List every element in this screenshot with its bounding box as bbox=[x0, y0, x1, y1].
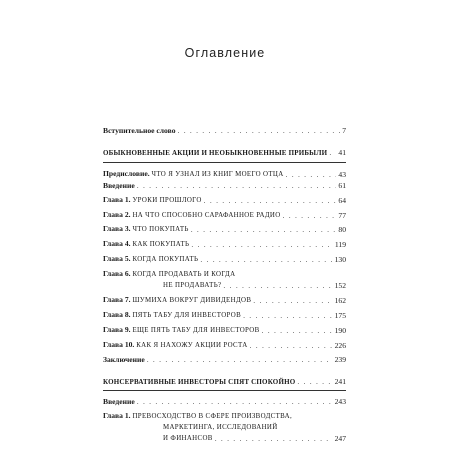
toc-entry-label: Глава 8. bbox=[103, 309, 131, 319]
toc-entry-title: КОГДА ПРОДАВАТЬ И КОГДА bbox=[132, 271, 236, 279]
toc-entry-label: Глава 5. bbox=[103, 254, 131, 264]
toc-entry-label: Предисловие. bbox=[103, 168, 150, 178]
toc-entry-title-continued: МАРКЕТИНГА, ИССЛЕДОВАНИЙ bbox=[163, 424, 278, 432]
toc-entry-preface[interactable] bbox=[103, 169, 346, 181]
dot-leader bbox=[204, 196, 337, 207]
dot-leader bbox=[223, 281, 332, 292]
toc-entry-label: Глава 7. bbox=[103, 294, 131, 304]
table-of-contents bbox=[103, 126, 346, 445]
toc-page-number: 175 bbox=[334, 310, 346, 320]
toc-entry-title: ПРЕВОСХОДСТВО В СФЕРЕ ПРОИЗВОДСТВА, bbox=[132, 413, 293, 421]
toc-page-number: 130 bbox=[334, 255, 346, 265]
toc-entry-label: Введение bbox=[103, 180, 135, 190]
toc-entry-title: НА ЧТО СПОСОБНО САРАФАННОЕ РАДИО bbox=[132, 211, 281, 219]
toc-entry-label: Глава 3. bbox=[103, 224, 131, 234]
toc-page-number: 243 bbox=[334, 397, 346, 407]
toc-page-number: 41 bbox=[338, 147, 346, 157]
toc-entry-title-continued: НЕ ПРОДАВАТЬ? bbox=[163, 282, 222, 290]
dot-leader bbox=[200, 255, 332, 266]
toc-entry-title: КОГДА ПОКУПАТЬ bbox=[132, 256, 199, 264]
section-divider bbox=[103, 390, 346, 391]
toc-page-number: 226 bbox=[334, 340, 346, 350]
toc-page-number: 77 bbox=[338, 210, 346, 220]
toc-entry-label: Вступительное слово bbox=[103, 126, 176, 135]
dot-leader bbox=[147, 355, 333, 366]
dot-leader bbox=[286, 170, 337, 181]
dot-leader bbox=[250, 341, 333, 352]
toc-entry-intro[interactable] bbox=[103, 126, 346, 137]
toc-entry-chapter[interactable] bbox=[103, 239, 346, 251]
toc-entry-chapter[interactable] bbox=[103, 295, 346, 307]
toc-entry-chapter[interactable] bbox=[103, 195, 346, 207]
toc-entry-title: ПЯТЬ ТАБУ ДЛЯ ИНВЕСТОРОВ bbox=[132, 311, 242, 319]
toc-entry-chapter[interactable] bbox=[103, 210, 346, 222]
toc-part-2[interactable] bbox=[103, 377, 346, 388]
toc-entry-title: ШУМИХА ВОКРУГ ДИВИДЕНДОВ bbox=[132, 296, 252, 304]
part-title: ОБЫКНОВЕННЫЕ АКЦИИ И НЕОБЫКНОВЕННЫЕ ПРИБЫЛИ bbox=[103, 148, 328, 157]
toc-entry-label: Глава 9. bbox=[103, 324, 131, 334]
dot-leader bbox=[243, 311, 333, 322]
page-title: Оглавление bbox=[184, 46, 266, 60]
toc-entry-label: Глава 2. bbox=[103, 209, 131, 219]
toc-entry-chapter[interactable] bbox=[103, 254, 346, 266]
section-divider bbox=[103, 162, 346, 163]
toc-entry-label: Глава 6. bbox=[103, 269, 131, 279]
toc-entry-title: ЧТО Я УЗНАЛ ИЗ КНИГ МОЕГО ОТЦА bbox=[151, 170, 284, 178]
dot-leader bbox=[215, 434, 333, 445]
toc-page-number: 7 bbox=[342, 126, 346, 135]
toc-entry-introduction[interactable] bbox=[103, 181, 346, 192]
toc-entry-chapter[interactable] bbox=[103, 325, 346, 337]
toc-entry-chapter[interactable] bbox=[103, 411, 346, 445]
dot-leader bbox=[137, 181, 337, 192]
toc-page-number: 119 bbox=[334, 240, 346, 250]
toc-entry-title: КАК ПОКУПАТЬ bbox=[132, 241, 190, 249]
toc-entry-label: Глава 1. bbox=[103, 411, 131, 421]
toc-entry-label: Введение bbox=[103, 397, 135, 407]
toc-page-number: 64 bbox=[338, 195, 346, 205]
toc-entry-chapter[interactable] bbox=[103, 224, 346, 236]
dot-leader bbox=[297, 377, 332, 388]
toc-entry-title: ЕЩЕ ПЯТЬ ТАБУ ДЛЯ ИНВЕСТОРОВ bbox=[132, 326, 260, 334]
part-title: КОНСЕРВАТИВНЫЕ ИНВЕСТОРЫ СПЯТ СПОКОЙНО bbox=[103, 377, 296, 386]
toc-page-number: 80 bbox=[338, 225, 346, 235]
toc-entry-title: УРОКИ ПРОШЛОГО bbox=[132, 196, 202, 204]
toc-page-number: 190 bbox=[334, 325, 346, 335]
toc-page-number: 43 bbox=[338, 169, 346, 179]
dot-leader bbox=[178, 126, 341, 137]
toc-entry-label: Глава 4. bbox=[103, 239, 131, 249]
toc-entry-introduction[interactable] bbox=[103, 397, 346, 408]
toc-entry-chapter[interactable] bbox=[103, 269, 346, 292]
toc-page-number: 241 bbox=[334, 376, 346, 386]
dot-leader bbox=[191, 225, 337, 236]
toc-entry-conclusion[interactable] bbox=[103, 355, 346, 366]
toc-page-number: 152 bbox=[334, 281, 346, 291]
dot-leader bbox=[262, 326, 333, 337]
toc-entry-chapter[interactable] bbox=[103, 340, 346, 352]
toc-entry-title-continued: И ФИНАНСОВ bbox=[163, 435, 213, 443]
toc-entry-title: КАК Я НАХОЖУ АКЦИИ РОСТА bbox=[136, 341, 248, 349]
toc-page-number: 162 bbox=[334, 295, 346, 305]
toc-entry-label: Глава 1. bbox=[103, 194, 131, 204]
toc-entry-label: Заключение bbox=[103, 354, 145, 364]
toc-entry-label: Глава 10. bbox=[103, 339, 135, 349]
dot-leader bbox=[253, 296, 332, 307]
dot-leader bbox=[283, 211, 337, 222]
toc-entry-title: ЧТО ПОКУПАТЬ bbox=[132, 226, 189, 234]
dot-leader bbox=[137, 397, 333, 408]
toc-page-number: 247 bbox=[334, 434, 346, 444]
toc-part-1[interactable] bbox=[103, 148, 346, 159]
toc-page-number: 61 bbox=[338, 180, 346, 190]
toc-page-number: 239 bbox=[334, 354, 346, 364]
dot-leader bbox=[191, 240, 333, 251]
dot-leader bbox=[329, 148, 336, 159]
toc-entry-chapter[interactable] bbox=[103, 310, 346, 322]
